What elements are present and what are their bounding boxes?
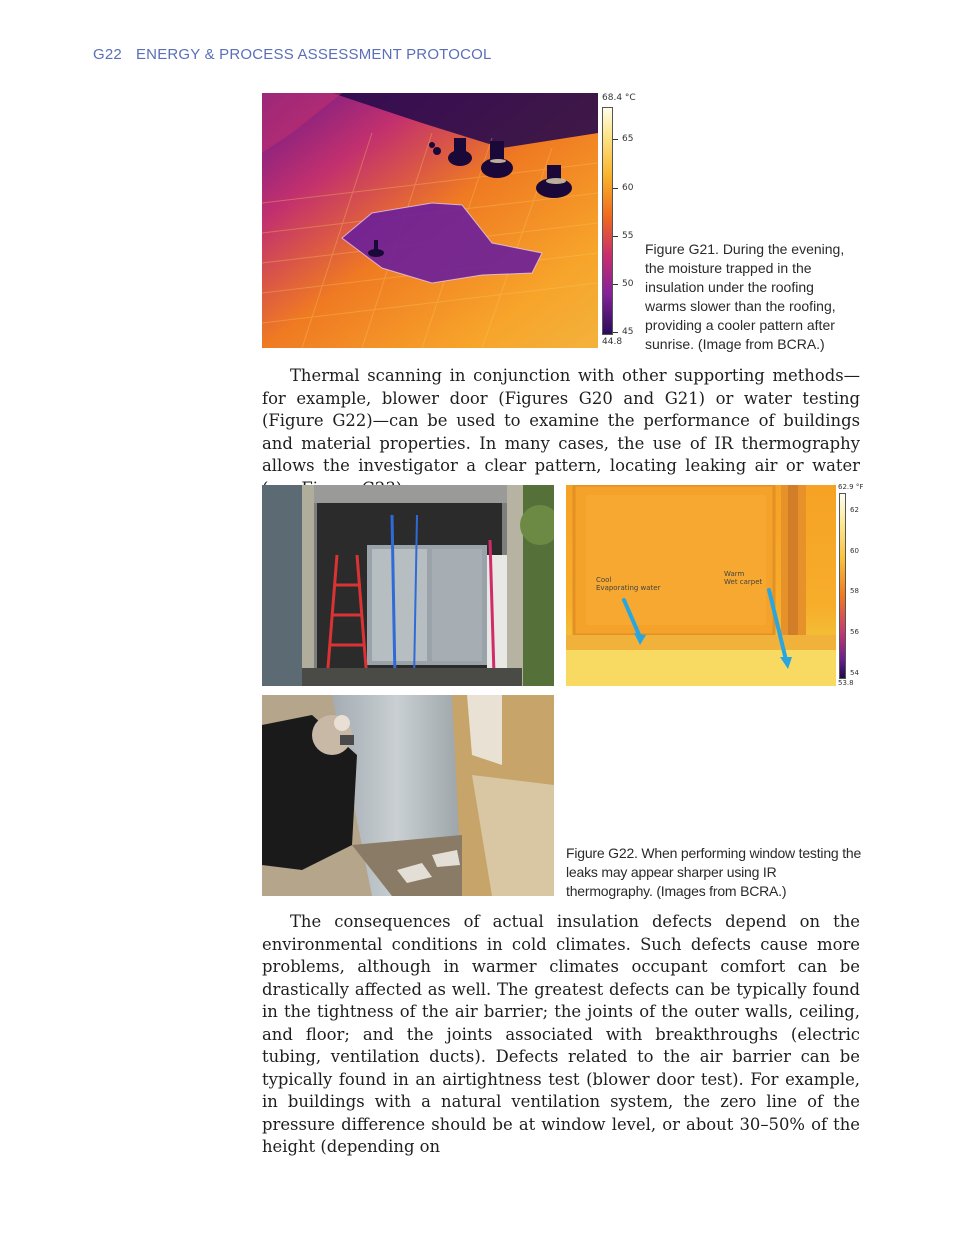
figure-g21-thermal-image [262,93,598,348]
scale-tick-label: 65 [622,134,634,144]
color-scale-bar [602,107,613,335]
figure-g21-caption: Figure G21. During the evening, the moisture trapped in the insulation under the roofing warms slower than the roofing, providing a cooler pattern after sunrise. (Image from BCRA.) [645,241,845,352]
figure-g22-caption: Figure G22. When performing window testing the leaks may appear sharper using IR thermography. (Images from BCRA.) [566,845,862,899]
scale-tick-label: 54 [850,669,859,677]
scale-tick [613,332,618,333]
body-paragraph-1: Thermal scanning in conjunction with other supporting methods—for example, blower door (Figures G20 and G21) or water testing (Figure G22)—can be used to examine the performance of buildings and material properties. In many cases, the use of IR thermography allows the investigator a clear pattern, locating leaking air or water [262,366,860,475]
body-paragraph-2: The consequences of actual insulation defects depend on the environmental conditions in cold climates. Such defects cause more problems, although in warmer climates occupant comfort can be drastically affected as well. The greatest defects can be typically found in the tightness of the air barrier; the joints of the outer walls, ceiling, and floor; and the joints associated with breakthroughs (electric tubing, ventilation ducts). Defects related to the air barrier can be typically found in an airtightness test (blower door test). For example, in buildings with a natural ventilation system, the zero line of the pressure difference should be at window level, or about 30–50% of the height (depending on [262,912,860,1156]
scale-max-label: 68.4 °C [602,93,636,103]
running-header [93,46,492,63]
scale-tick [613,284,618,285]
scale-tick-label: 45 [622,327,634,337]
color-scale-bar [839,493,846,679]
running-title: ENERGY & PROCESS ASSESSMENT PROTOCOL [135,46,492,63]
scale-tick-label: 56 [850,628,859,636]
scale-tick-label: 58 [850,587,859,595]
page-number: G22 [93,46,122,63]
figure-g22-thermal-image [566,485,836,686]
scale-tick-label: 60 [622,183,634,193]
figure-g22-photo-inspection [262,695,554,896]
scale-tick-label: 55 [622,231,634,241]
scale-tick [613,188,618,189]
scale-min-label: 53.8 [838,679,854,687]
scale-min-label: 44.8 [602,337,623,347]
scale-max-label: 62.9 °F [838,483,864,491]
scale-tick-label: 62 [850,506,859,514]
figure-g22-color-scale [836,483,864,689]
scale-tick [613,139,618,140]
scale-tick-label: 50 [622,279,634,289]
figure-g22-photo-window-setup [262,485,554,686]
figure-g21-color-scale [598,93,642,351]
scale-tick [613,236,618,237]
annotation-warm: Warm Wet carpet [724,570,763,586]
annotation-cool: Cool Evaporating water [596,576,661,592]
scale-tick-label: 60 [850,547,859,555]
